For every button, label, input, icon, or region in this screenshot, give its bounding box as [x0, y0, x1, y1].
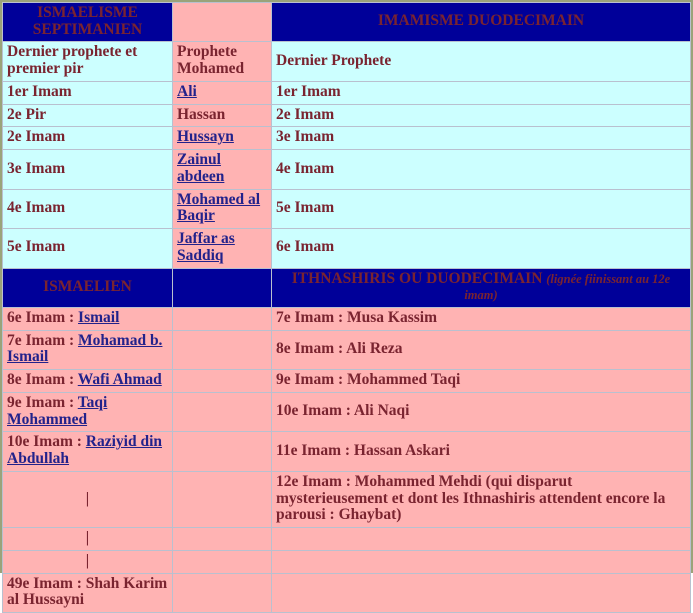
s2row1-right: 8e Imam : Ali Reza [272, 331, 690, 369]
row5-right: 5e Imam [272, 190, 690, 228]
row2-middle-text: Hassan [177, 105, 226, 123]
s2row0-right: 7e Imam : Musa Kassim [272, 308, 690, 330]
s2row4-prefix: 10e Imam : [7, 433, 86, 451]
s2row4-right: 11e Imam : Hassan Askari [272, 432, 690, 470]
s2row6-middle [173, 528, 271, 550]
table-body [3, 3, 690, 612]
table-row [3, 308, 690, 330]
table-row [3, 42, 690, 80]
row4-right: 4e Imam [272, 150, 690, 188]
table-row [3, 229, 690, 267]
header-ithnashiris-main: ITHNASHIRIS OU DUODECIMAIN [291, 269, 543, 287]
s2row5-left [3, 472, 172, 527]
row0-left: Dernier prophete et premier pir [3, 42, 172, 80]
link-zainul-abdeen[interactable]: Zainul abdeen [177, 151, 225, 185]
s2row7-right [272, 551, 690, 573]
s2row5-middle [173, 472, 271, 527]
s2row2-left [3, 370, 172, 392]
link-mohamed-al-baqir[interactable]: Mohamed al Baqir [177, 190, 261, 225]
row3-middle [173, 127, 271, 149]
table-row [3, 393, 690, 431]
header-ismaelien: ISMAELIEN [3, 269, 172, 307]
s2row0-prefix: 6e Imam : [7, 309, 79, 327]
header-ismaelisme-septimanien: ISMAELISME SEPTIMANIEN [3, 3, 172, 41]
lineage-bar: | [85, 489, 90, 507]
table-row [3, 105, 690, 127]
s2row3-middle [173, 393, 271, 431]
table-row [3, 127, 690, 149]
table-row [3, 82, 690, 104]
row3-right: 3e Imam [272, 127, 690, 149]
row5-left: 4e Imam [3, 190, 172, 228]
row1-middle [173, 82, 271, 104]
row0-middle-text: Prophete Mohamed [177, 43, 245, 78]
row0-right: Dernier Prophete [272, 42, 690, 80]
row1-left: 1er Imam [3, 82, 172, 104]
s2row8-left: 49e Imam : Shah Karim al Hussayni [3, 574, 172, 612]
table-row [3, 331, 690, 369]
header-ithnashiris [272, 269, 690, 307]
s2row4-left [3, 432, 172, 470]
lineage-table [2, 2, 691, 613]
row0-middle [173, 42, 271, 80]
table-row [3, 551, 690, 573]
row2-middle [173, 105, 271, 127]
link-jaffar-as-saddiq[interactable]: Jaffar as Saddiq [177, 230, 235, 264]
header-ithnashiris-sub: (lignée fiinissant au 12e imam) [464, 271, 671, 303]
row2-right: 2e Imam [272, 105, 690, 127]
row4-middle [173, 150, 271, 188]
s2row3-prefix: 9e Imam : [7, 393, 78, 411]
header-imamisme-duodecimain: IMAMISME DUODECIMAIN [272, 3, 690, 41]
s2row6-left [3, 528, 172, 550]
s2row0-left [3, 308, 172, 330]
header-middle-blank-2 [173, 269, 271, 307]
section1-header-row [3, 3, 690, 41]
s2row2-right: 9e Imam : Mohammed Taqi [272, 370, 690, 392]
s2row1-left [3, 331, 172, 369]
row1-right: 1er Imam [272, 82, 690, 104]
s2row5-right: 12e Imam : Mohammed Mehdi (qui disparut mysterieusement et dont les Ithnashiris attendent encore la parousi : Ghaybat) [272, 472, 690, 527]
s2row6-right [272, 528, 690, 550]
table-row [3, 190, 690, 228]
s2row7-middle [173, 551, 271, 573]
lineage-bar: | [85, 529, 90, 547]
link-mohamad-b-ismail[interactable]: Mohamad b. Ismail [7, 331, 163, 366]
s2row2-middle [173, 370, 271, 392]
link-ismail[interactable]: Ismail [78, 309, 120, 327]
row6-left: 5e Imam [3, 229, 172, 267]
row5-middle [173, 190, 271, 228]
lineage-bar: | [85, 551, 90, 569]
section2-header-row [3, 269, 690, 307]
link-ali[interactable]: Ali [177, 82, 197, 100]
s2row3-left [3, 393, 172, 431]
row6-right: 6e Imam [272, 229, 690, 267]
row3-left: 2e Imam [3, 127, 172, 149]
link-raziyid-din-abdullah[interactable]: Raziyid din Abdullah [7, 433, 163, 468]
table-row [3, 432, 690, 470]
s2row8-middle [173, 574, 271, 612]
row4-left: 3e Imam [3, 150, 172, 188]
link-hussayn[interactable]: Hussayn [177, 128, 234, 146]
table-row [3, 150, 690, 188]
s2row7-left [3, 551, 172, 573]
s2row1-middle [173, 331, 271, 369]
table-row [3, 528, 690, 550]
s2row0-middle [173, 308, 271, 330]
s2row8-right [272, 574, 690, 612]
s2row4-middle [173, 432, 271, 470]
table-row [3, 472, 690, 527]
link-wafi-ahmad[interactable]: Wafi Ahmad [77, 371, 162, 389]
s2row2-prefix: 8e Imam : [7, 371, 78, 389]
table-row [3, 574, 690, 612]
table-row [3, 370, 690, 392]
row6-middle [173, 229, 271, 267]
header-middle-blank [173, 3, 271, 41]
s2row1-prefix: 7e Imam : [7, 331, 79, 349]
link-taqi-mohammed[interactable]: Taqi Mohammed [7, 393, 108, 428]
s2row3-right: 10e Imam : Ali Naqi [272, 393, 690, 431]
row2-left: 2e Pir [3, 105, 172, 127]
